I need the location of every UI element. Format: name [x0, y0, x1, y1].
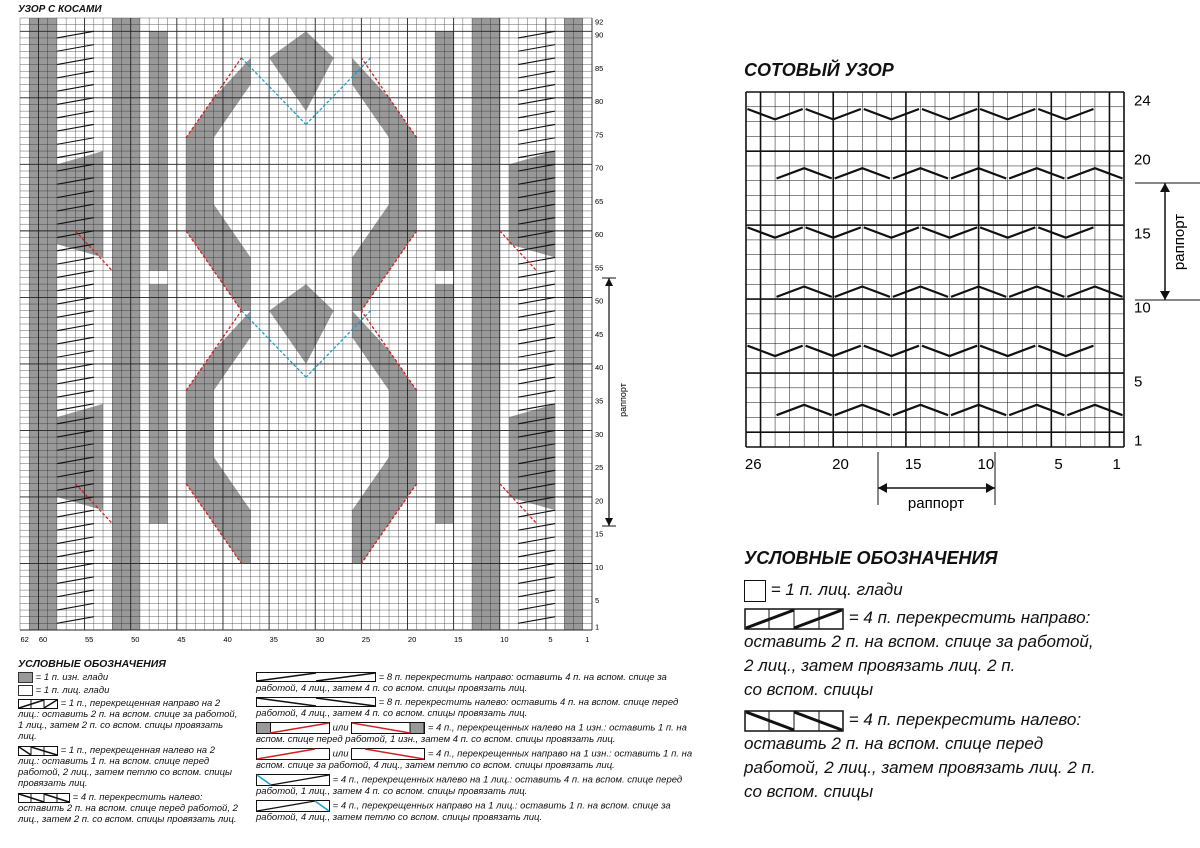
- x-tick-label: 15: [904, 456, 922, 473]
- x-tick-label: 5: [1054, 456, 1063, 473]
- y-tick-label: 85: [595, 63, 604, 73]
- knit-stitch-icon: [744, 580, 766, 602]
- legend-8-left: = 8 п. перекрестить налево: оставить 4 п. на вспом. спице перед работой, 4 лиц., затем 4 п. со вспом. спицы провязать лиц.: [256, 697, 679, 719]
- cross-8-left-icon: [256, 697, 376, 707]
- x-tick-label: 10: [977, 456, 995, 473]
- y-tick-label: 25: [595, 463, 604, 473]
- x-tick-label: 45: [177, 635, 186, 644]
- y-tick-label: 20: [595, 496, 604, 506]
- y-tick-label: 5: [595, 596, 600, 606]
- cross-4-left-purl-icon: [256, 722, 330, 734]
- y-tick-label: 92: [595, 17, 604, 27]
- y-tick-label: 24: [1134, 92, 1151, 110]
- x-tick-label: 30: [315, 635, 325, 644]
- cross-4-right-purl-alt-icon: [351, 748, 425, 760]
- cross-4-left-icon: [18, 793, 70, 803]
- right-chart-title: СОТОВЫЙ УЗОР: [744, 60, 894, 80]
- y-tick-label: 10: [1134, 299, 1151, 317]
- x-tick-label: 10: [500, 635, 509, 644]
- x-tick-label: 20: [832, 456, 849, 473]
- cross-left-4-icon: [744, 710, 844, 732]
- x-tick-label: 55: [85, 635, 94, 644]
- right-legend-title: УСЛОВНЫЕ ОБОЗНАЧЕНИЯ: [744, 548, 998, 568]
- y-tick-label: 80: [595, 97, 604, 107]
- right-legend-knit: = 1 п. лиц. глади: [744, 578, 1184, 602]
- x-tick-label: 5: [548, 635, 553, 644]
- y-tick-label: 40: [595, 363, 604, 373]
- x-tick-label: 1: [585, 635, 590, 644]
- y-tick-label: 15: [595, 529, 604, 539]
- right-chart-grid: [746, 92, 1124, 447]
- x-tick-label: 15: [454, 635, 463, 644]
- right-legend-cross-right: = 4 п. перекрестить направо: оставить 2 п. на вспом. спице за работой, 2 лиц., затем провязать лиц. 2 п. со вспом. спицы: [744, 608, 1094, 699]
- cross-8-right-icon: [256, 672, 376, 682]
- legend-purl: = 1 п. изн. глади: [18, 672, 238, 683]
- right-repeat-label-vertical: раппорт: [1171, 213, 1188, 271]
- y-tick-label: 10: [595, 562, 604, 572]
- left-chart-y-ticks: [595, 17, 603, 631]
- right-legend: [744, 578, 1184, 804]
- cross-4-right-purl-icon: [256, 748, 330, 760]
- y-tick-label: 65: [595, 196, 604, 206]
- x-tick-label: 1: [1112, 456, 1121, 473]
- legend-cross-right-1: = 1 п., перекрещенная направо на 2 лиц.: оставить 2 п. на вспом. спице за работой, 1 лиц., затем 2 п. со вспом. спицы провязать лиц.: [18, 698, 238, 743]
- left-legend-title: УСЛОВНЫЕ ОБОЗНАЧЕНИЯ: [18, 658, 166, 670]
- right-chart-y-ticks: [1134, 92, 1151, 449]
- purl-swatch-icon: [18, 672, 33, 683]
- y-tick-label: 20: [1134, 151, 1151, 169]
- cross-4-left-purl-alt-icon: [351, 722, 425, 734]
- cable-pattern-chart: [0, 0, 640, 650]
- left-chart-x-ticks: [20, 635, 589, 644]
- y-tick-label: 1: [595, 622, 600, 632]
- x-tick-label: 60: [38, 635, 48, 644]
- x-tick-label: 50: [131, 635, 140, 644]
- knit-swatch-icon: [18, 685, 33, 696]
- y-tick-label: 90: [595, 30, 604, 40]
- left-repeat-marker: [602, 278, 628, 526]
- cross-4-right-knit-icon: [256, 800, 330, 812]
- y-tick-label: 1: [1134, 432, 1143, 450]
- left-chart-grid: [20, 18, 592, 630]
- legend-cross-left-1: = 1 п., перекрещенная налево на 2 лиц.: оставить 1 п. на вспом. спице перед работой, 2 лиц., затем петлю со вспом. спицы провязать лиц.: [18, 745, 233, 790]
- legend-4-left-knit: = 4 п., перекрещенных налево на 1 лиц.: оставить 4 п. на вспом. спице перед работой, 1 лиц., затем 4 п. со вспом. спицы провязать лиц.: [256, 774, 683, 797]
- y-tick-label: 75: [595, 130, 604, 140]
- y-tick-label: 70: [595, 163, 604, 173]
- cross-4-left-knit-icon: [256, 774, 330, 786]
- legend-4-right-purl: или = 4 п., перекрещенных направо на 1 изн.: оставить 1 п. на вспом. спице за работой, 4 лиц., затем петлю со вспом. спицы провязать лиц.: [256, 748, 693, 771]
- y-tick-label: 30: [595, 429, 604, 439]
- right-legend-cross-left: = 4 п. перекрестить налево: оставить 2 п. на вспом. спице перед работой, 2 лиц., затем провязать лиц. 2 п. со вспом. спицы: [744, 710, 1096, 801]
- y-tick-label: 35: [595, 396, 604, 406]
- x-tick-label: 20: [407, 635, 417, 644]
- x-tick-label: 25: [361, 635, 371, 644]
- honeycomb-pattern-chart: [730, 80, 1200, 520]
- cross-right-icon: [18, 699, 58, 709]
- x-tick-label: 62: [20, 635, 29, 644]
- left-legend-col2: [256, 672, 711, 823]
- legend-cross-left-4: = 4 п. перекрестить налево: оставить 2 п. на вспом. спице перед работой, 2 лиц., затем 2 п. со вспом. спицы провязать лиц.: [18, 792, 238, 826]
- x-tick-label: 35: [269, 635, 278, 644]
- x-tick-label: 40: [223, 635, 232, 644]
- legend-4-right-knit: = 4 п., перекрещенных направо на 1 лиц.: оставить 1 п. на вспом. спице за работой, 4 лиц., затем петлю со вспом. спицы провязать лиц.: [256, 800, 671, 823]
- legend-4-left-purl: или = 4 п., перекрещенных налево на 1 изн.: оставить 1 п. на вспом. спице перед работой, 1 изн., затем 4 п. со вспом. спицы провязать лиц.: [256, 722, 687, 745]
- right-chart-x-ticks: [745, 456, 1121, 473]
- legend-knit: = 1 п. лиц. глади: [18, 685, 238, 696]
- x-tick-label: 26: [744, 456, 762, 473]
- y-tick-label: 50: [595, 296, 604, 306]
- y-tick-label: 60: [595, 230, 604, 240]
- y-tick-label: 15: [1134, 225, 1151, 243]
- left-legend-col1: [18, 672, 238, 825]
- y-tick-label: 55: [595, 263, 604, 273]
- left-repeat-label: раппорт: [618, 383, 628, 417]
- cross-left-icon: [18, 746, 58, 756]
- y-tick-label: 5: [1134, 373, 1143, 391]
- right-repeat-label-horizontal: раппорт: [907, 495, 965, 512]
- y-tick-label: 45: [595, 329, 604, 339]
- cross-right-4-icon: [744, 608, 844, 630]
- left-chart-title: УЗОР С КОСАМИ: [18, 4, 102, 15]
- legend-8-right: = 8 п. перекрестить направо: оставить 4 п. на вспом. спице за работой, 4 лиц., затем 4 п. со вспом. спицы провязать лиц.: [256, 672, 667, 694]
